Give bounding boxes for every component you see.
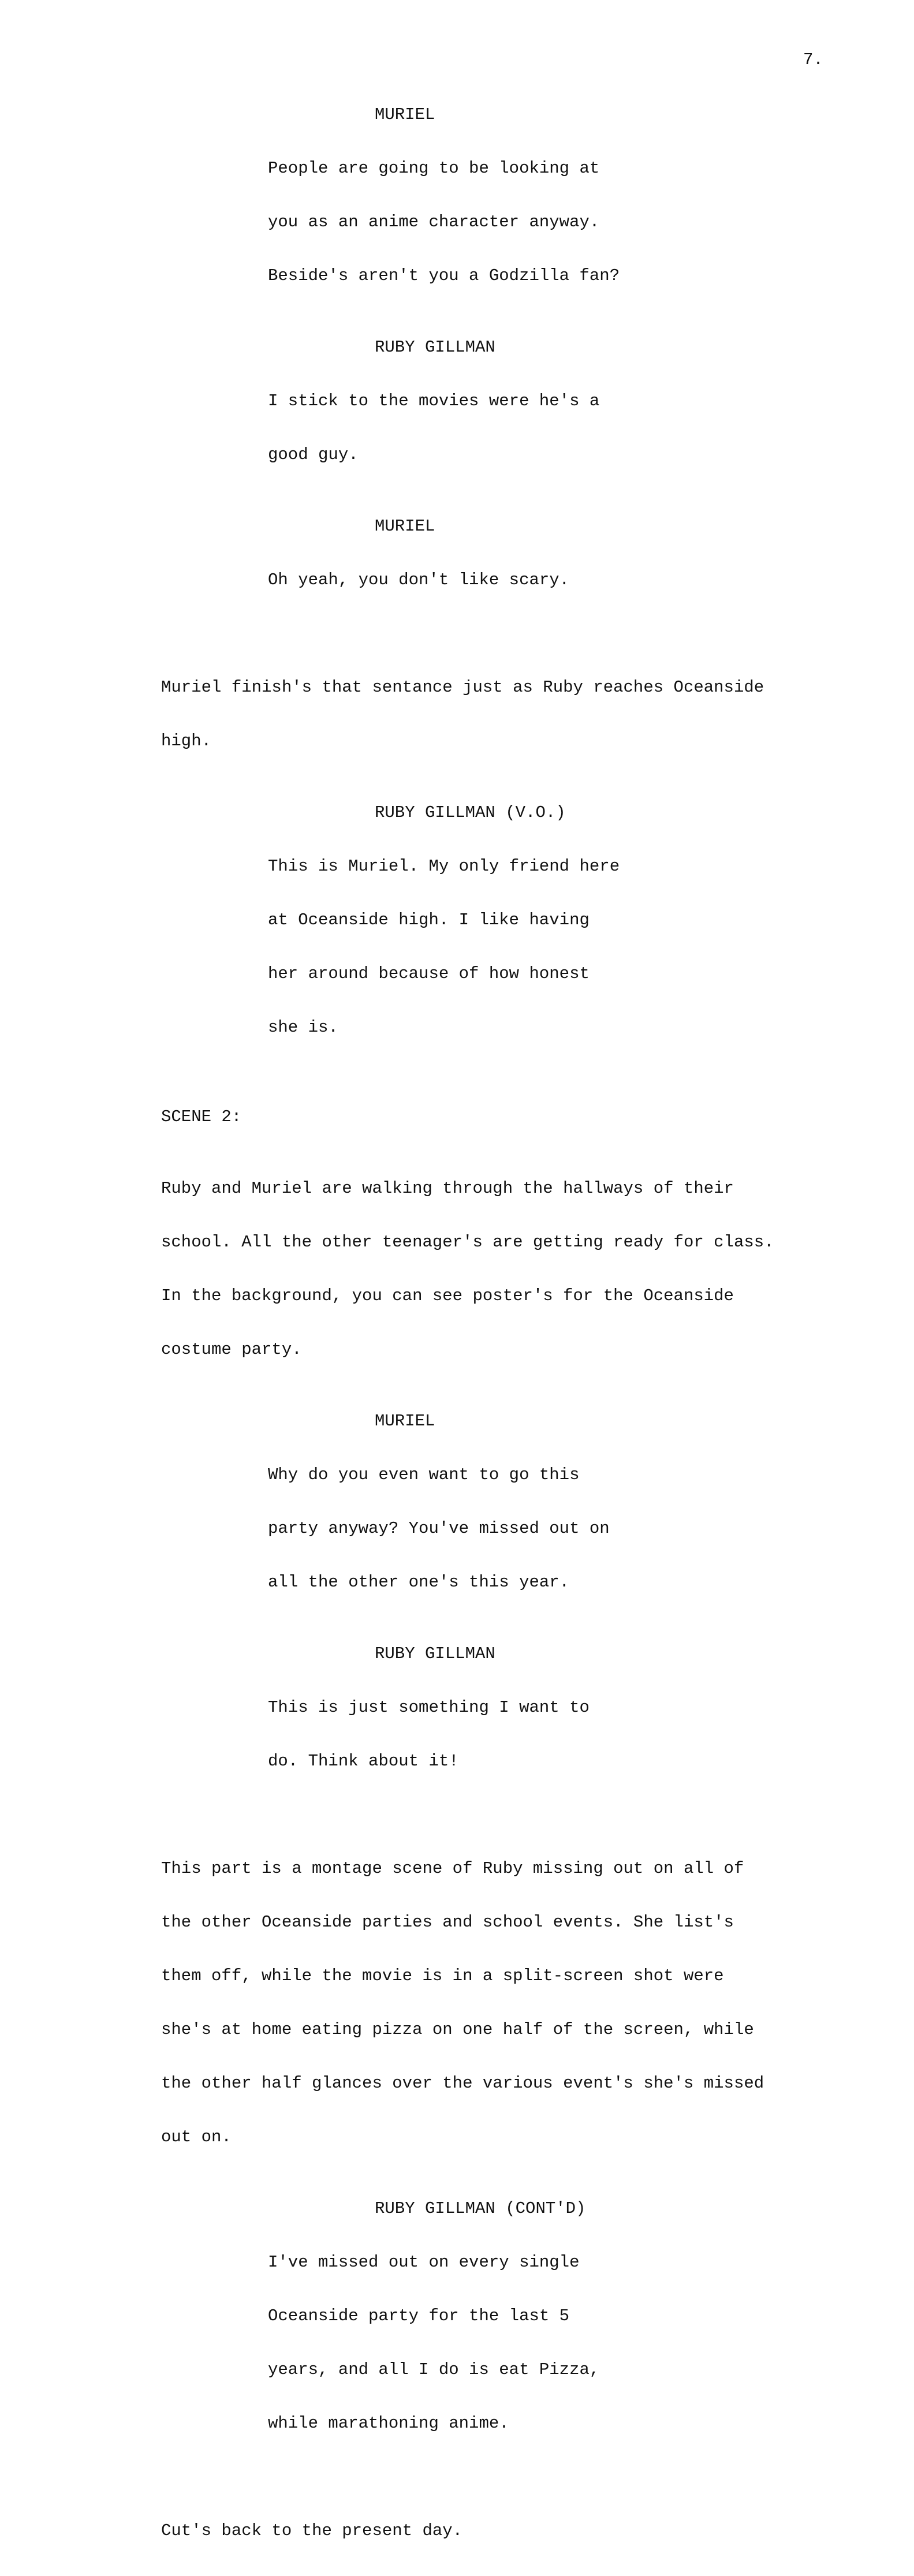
character-cue: RUBY GILLMAN (CONT'D) <box>375 2199 586 2218</box>
action-line: the other half glances over the various event's she's missed <box>161 2074 764 2093</box>
dialogue-line: at Oceanside high. I like having <box>268 910 590 929</box>
dialogue-line: party anyway? You've missed out on <box>268 1519 610 1538</box>
dialogue-line: all the other one's this year. <box>268 1573 570 1592</box>
action <box>161 2486 796 2575</box>
action-line: costume party. <box>161 1340 302 1359</box>
character-cue: RUBY GILLMAN (V.O.) <box>375 803 566 822</box>
dialogue-line: I've missed out on every single <box>268 2253 580 2272</box>
action-line: out on. <box>161 2127 232 2146</box>
dialogue-line: This is just something I want to <box>268 1698 590 1717</box>
dialogue <box>268 124 796 320</box>
dialogue-line: Why do you even want to go this <box>268 1465 580 1484</box>
action-line: them off, while the movie is in a split-screen shot were <box>161 1966 724 1985</box>
action-line: Cut's back to the present day. <box>161 2521 463 2540</box>
dialogue <box>268 535 796 625</box>
dialogue-line: do. Think about it! <box>268 1752 459 1771</box>
action-line: This part is a montage scene of Ruby missing out on all of <box>161 1859 744 1878</box>
dialogue-line: years, and all I do is eat Pizza, <box>268 2360 600 2379</box>
action-line: she's at home eating pizza on one half of the screen, while <box>161 2020 754 2039</box>
character-cue: MURIEL <box>375 517 435 536</box>
dialogue <box>268 2217 796 2468</box>
dialogue-line: Oh yeah, you don't like scary. <box>268 570 570 589</box>
dialogue <box>268 356 796 499</box>
dialogue <box>268 1430 796 1627</box>
scene-heading: SCENE 2: <box>161 1107 242 1126</box>
dialogue-line: her around because of how honest <box>268 964 590 983</box>
action-line: high. <box>161 731 212 751</box>
dialogue-line: you as an anime character anyway. <box>268 212 600 232</box>
character-cue: RUBY GILLMAN <box>375 1644 495 1663</box>
dialogue-line: Beside's aren't you a Godzilla fan? <box>268 266 620 285</box>
dialogue-line: I stick to the movies were he's a <box>268 391 600 410</box>
dialogue-line: This is Muriel. My only friend here <box>268 857 620 876</box>
dialogue-line: while marathoning anime. <box>268 2414 509 2433</box>
action-line: school. All the other teenager's are getting ready for class. <box>161 1233 774 1252</box>
action-line: In the background, you can see poster's for the Oceanside <box>161 1286 734 1305</box>
character-cue: MURIEL <box>375 105 435 124</box>
action-line: Ruby and Muriel are walking through the hallways of their <box>161 1179 734 1198</box>
dialogue-line: good guy. <box>268 445 359 464</box>
action <box>161 643 796 786</box>
dialogue-line: she is. <box>268 1018 338 1037</box>
script-body <box>161 106 796 2575</box>
action-line: Muriel finish's that sentance just as Ruby reaches Oceanside <box>161 678 764 697</box>
dialogue-line: People are going to be looking at <box>268 159 600 178</box>
character-cue: RUBY GILLMAN <box>375 338 495 357</box>
character-cue: MURIEL <box>375 1412 435 1431</box>
action <box>161 1824 796 2182</box>
dialogue <box>268 1663 796 1806</box>
action-line: the other Oceanside parties and school events. She list's <box>161 1913 734 1932</box>
action <box>161 1144 796 1394</box>
dialogue <box>268 822 796 1072</box>
dialogue-line: Oceanside party for the last 5 <box>268 2306 570 2325</box>
page-number: 7. <box>803 50 823 69</box>
